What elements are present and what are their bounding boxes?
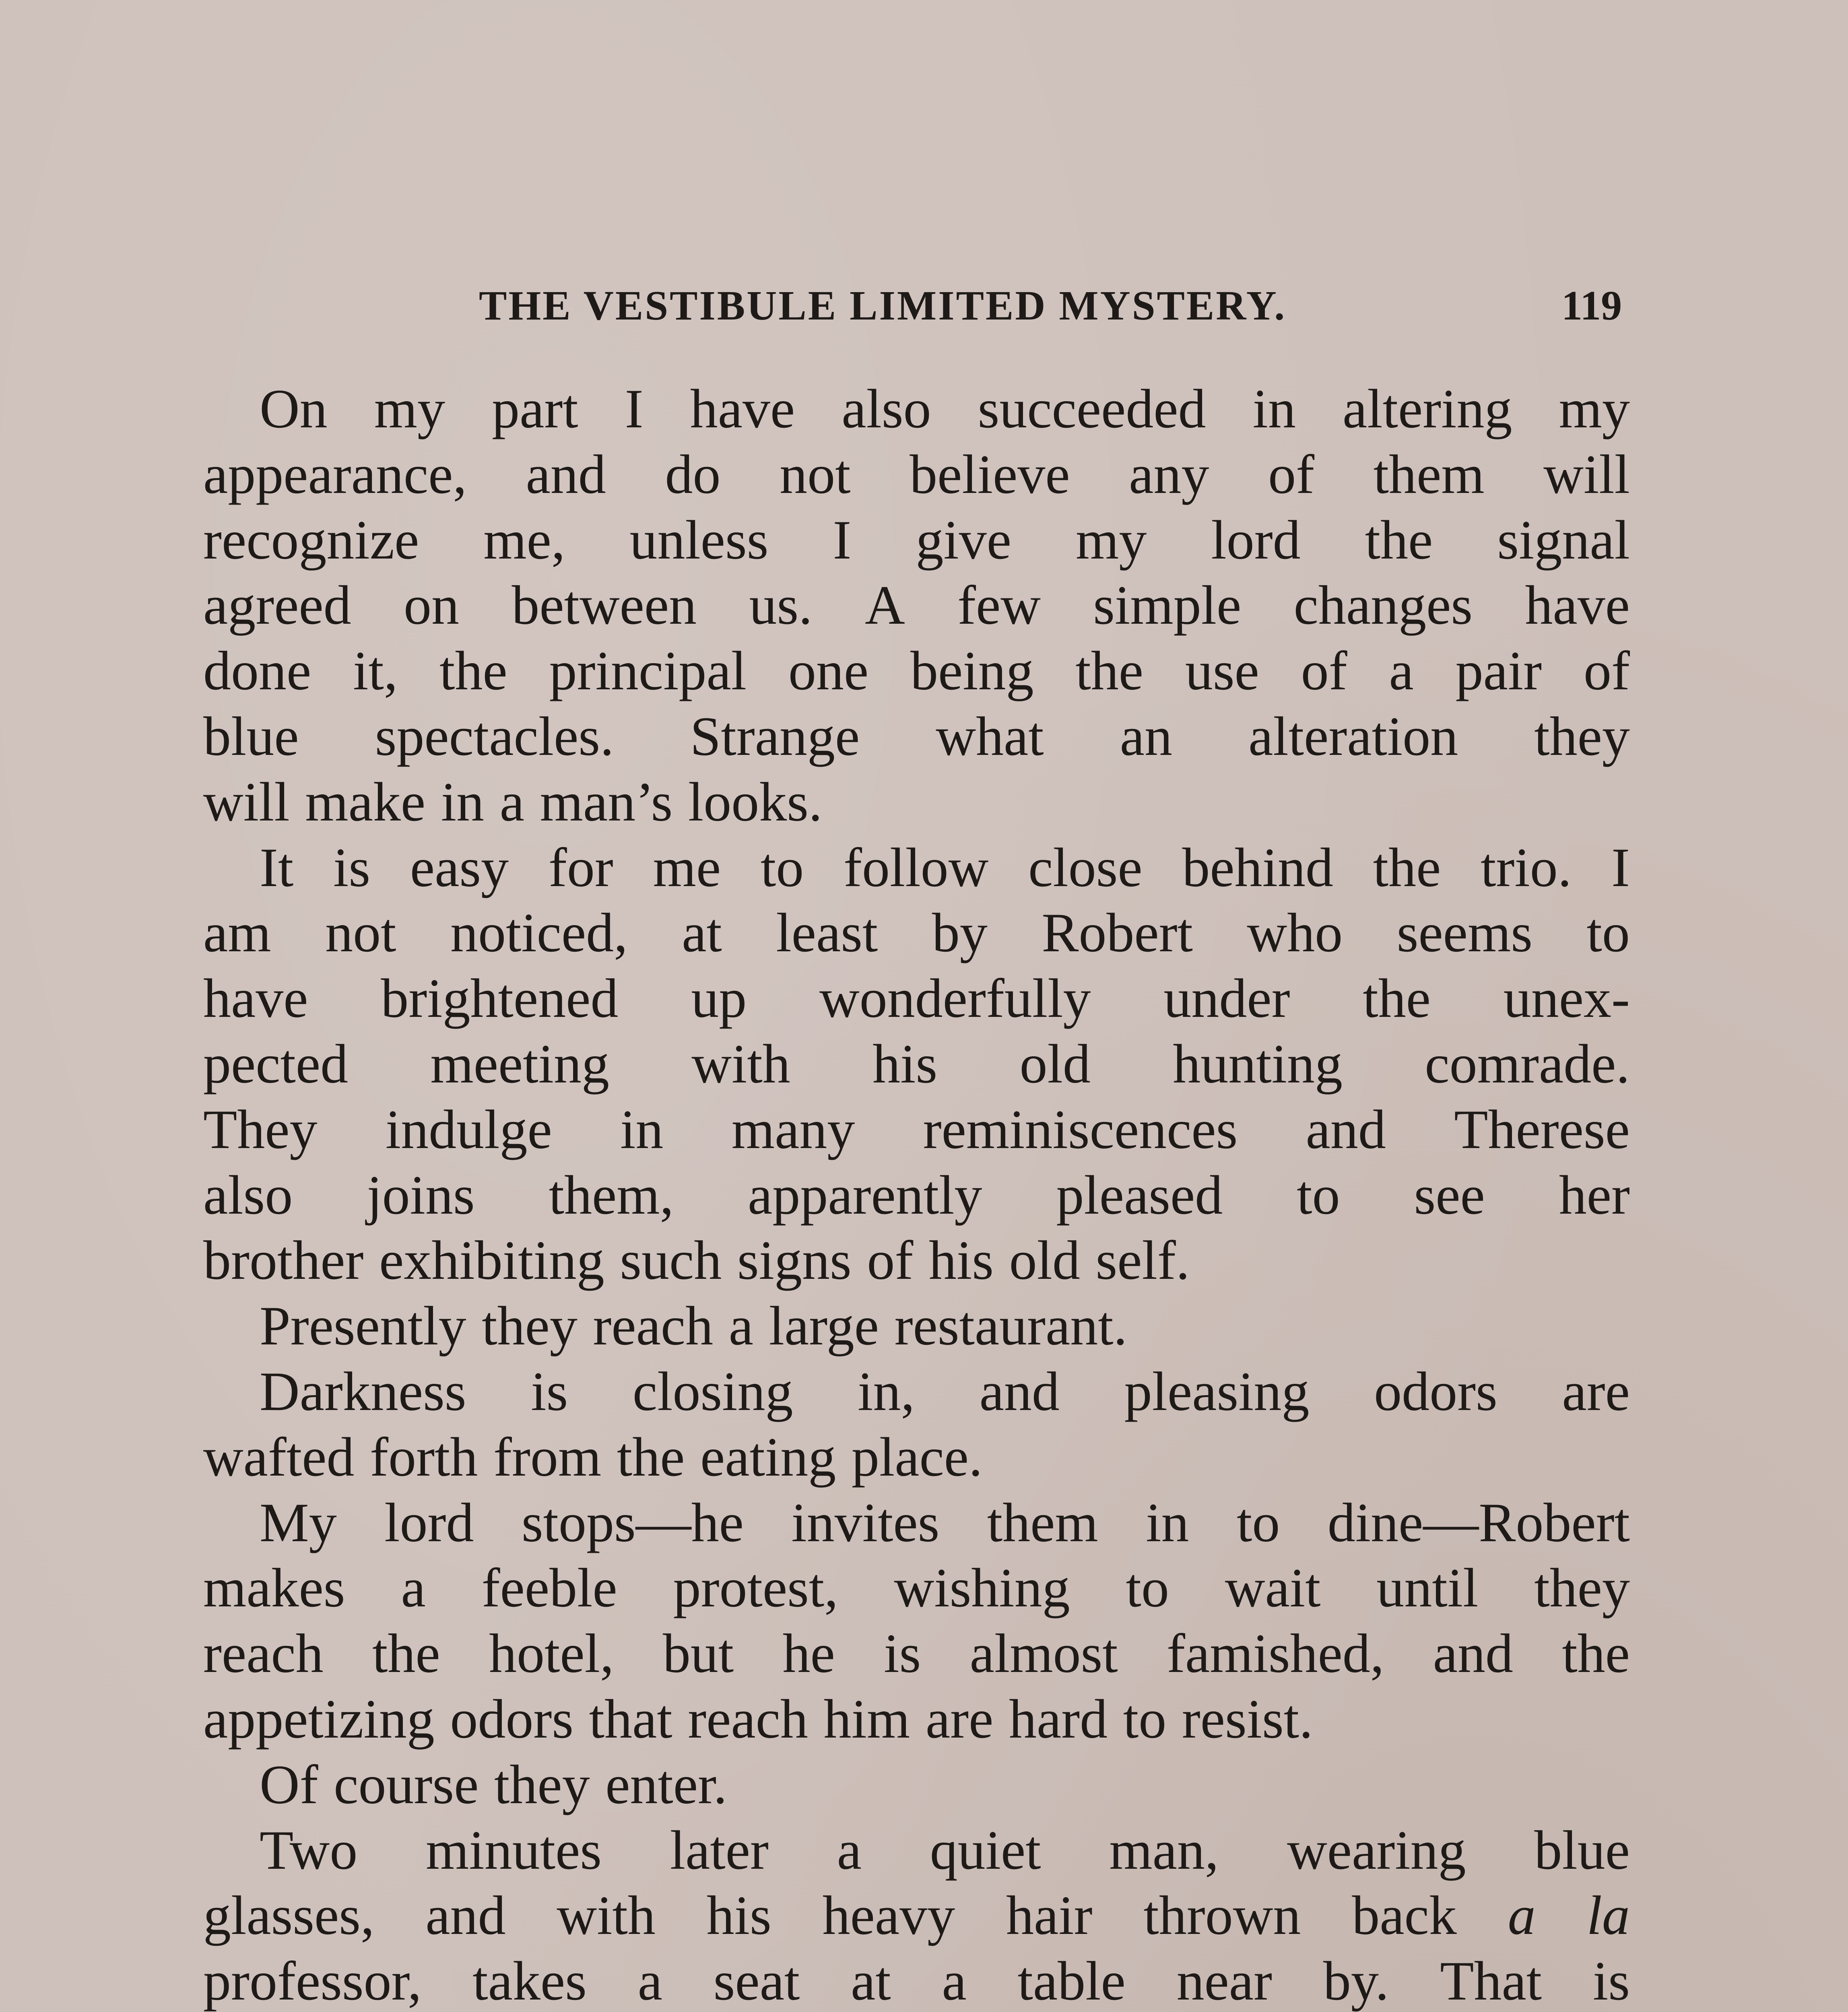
word: who: [1247, 902, 1343, 964]
word: in: [1146, 1491, 1189, 1553]
word: eating: [700, 1426, 836, 1488]
word: blue: [203, 705, 299, 767]
word: a: [728, 1295, 754, 1357]
text-line: [203, 835, 1630, 901]
word: done: [203, 640, 311, 702]
word: give: [916, 509, 1012, 571]
word: to: [1237, 1491, 1280, 1553]
word: simple: [1093, 574, 1242, 636]
word: odors: [1374, 1360, 1497, 1422]
text-line: [203, 1686, 1630, 1752]
word: wearing: [1287, 1819, 1466, 1881]
word: them: [1373, 443, 1485, 505]
word: will: [203, 771, 290, 833]
word: wafted: [203, 1426, 355, 1488]
word: hard: [1009, 1688, 1108, 1750]
word: is: [884, 1622, 921, 1684]
word: under: [1163, 967, 1290, 1029]
word: see: [1414, 1164, 1485, 1226]
word: heavy: [822, 1884, 955, 1946]
word: I: [625, 378, 644, 439]
word: pleased: [1056, 1164, 1223, 1226]
word: his: [872, 1033, 938, 1095]
word: reach: [688, 1688, 808, 1750]
word: odors: [450, 1688, 574, 1750]
word: me: [653, 836, 721, 898]
word: minutes: [426, 1819, 602, 1881]
word: behind: [1182, 836, 1333, 898]
word: comrade.: [1425, 1033, 1630, 1095]
word: Therese: [1454, 1098, 1630, 1160]
word: and: [979, 1360, 1060, 1422]
word: am: [203, 902, 271, 964]
word: pair: [1455, 640, 1542, 702]
word: changes: [1293, 574, 1473, 636]
word: not: [780, 443, 851, 505]
word: the: [1562, 1622, 1630, 1684]
word: close: [1028, 836, 1143, 898]
word: restaurant.: [894, 1295, 1128, 1357]
text-line: [203, 1490, 1630, 1556]
word: between: [512, 574, 697, 636]
word: the: [372, 1622, 440, 1684]
word: closing: [632, 1360, 793, 1422]
word: glasses,: [203, 1884, 375, 1946]
word: back: [1352, 1884, 1457, 1946]
word: in: [1252, 378, 1296, 439]
word: in: [620, 1098, 664, 1160]
word: unex-: [1503, 967, 1630, 1029]
word: her: [1559, 1164, 1630, 1226]
word: a: [637, 1950, 662, 2012]
word: in: [441, 771, 485, 833]
word: what: [936, 705, 1044, 767]
word: the: [1363, 967, 1431, 1029]
word: enter.: [605, 1753, 727, 1815]
word: brightened: [381, 967, 619, 1029]
word: my: [374, 378, 446, 439]
word: near: [1176, 1950, 1273, 2012]
word: reach: [203, 1622, 324, 1684]
word: by.: [1323, 1950, 1389, 2012]
word: protest,: [673, 1557, 838, 1619]
word: almost: [969, 1622, 1118, 1684]
word: stops—he: [521, 1491, 744, 1553]
text-line: [203, 966, 1630, 1031]
word: of: [1584, 640, 1630, 702]
word: him: [823, 1688, 910, 1750]
text-line: [203, 1424, 1630, 1490]
text-line: [203, 1555, 1630, 1621]
word: the: [1075, 640, 1144, 702]
word: Presently: [260, 1295, 466, 1357]
word: takes: [472, 1950, 587, 2012]
word: that: [589, 1688, 672, 1750]
word: they: [482, 1295, 578, 1357]
word: A: [865, 574, 905, 636]
word: That: [1440, 1950, 1542, 2012]
word: and: [526, 443, 606, 505]
word: a: [1508, 1884, 1536, 1946]
word: la: [1586, 1884, 1630, 1946]
word: least: [776, 902, 878, 964]
text-line: [203, 1883, 1630, 1948]
word: them,: [549, 1164, 674, 1226]
word: he: [782, 1622, 835, 1684]
word: with: [557, 1884, 656, 1946]
word: makes: [203, 1557, 345, 1619]
word: exhibiting: [379, 1229, 604, 1291]
word: I: [1611, 836, 1630, 898]
text-line: [203, 1163, 1630, 1228]
word: are: [925, 1688, 994, 1750]
word: hair: [1006, 1884, 1093, 1946]
word: principal: [549, 640, 747, 702]
word: to: [760, 836, 804, 898]
word: appearance,: [203, 443, 467, 505]
word: noticed,: [450, 902, 628, 964]
word: looks.: [688, 771, 823, 833]
word: make: [305, 771, 426, 833]
word: pleasing: [1124, 1360, 1310, 1422]
word: altering: [1343, 378, 1512, 439]
word: professor,: [203, 1950, 422, 2012]
word: easy: [410, 836, 509, 898]
word: us.: [749, 574, 813, 636]
text-line: [203, 573, 1630, 638]
text-line: [203, 1293, 1630, 1359]
word: a: [1389, 640, 1414, 702]
word: in,: [858, 1360, 915, 1422]
word: lord: [1211, 509, 1301, 571]
word: Strange: [690, 705, 860, 767]
word: wait: [1225, 1557, 1321, 1619]
word: me,: [483, 509, 565, 571]
word: agreed: [203, 574, 351, 636]
word: and: [1433, 1622, 1513, 1684]
word: self.: [1095, 1229, 1190, 1291]
word: such: [620, 1229, 722, 1291]
word: a: [401, 1557, 426, 1619]
word: table: [1017, 1950, 1126, 2012]
word: my: [1076, 509, 1147, 571]
word: invites: [791, 1491, 940, 1553]
text-line: [203, 442, 1630, 507]
word: Darkness: [260, 1360, 466, 1422]
text-line: [203, 1818, 1630, 1883]
text-line: [203, 1359, 1630, 1424]
word: being: [910, 640, 1034, 702]
word: It: [260, 836, 294, 898]
word: at: [851, 1950, 891, 2012]
word: one: [788, 640, 869, 702]
word: pected: [203, 1033, 349, 1095]
word: later: [670, 1819, 769, 1881]
text-line: [203, 900, 1630, 966]
word: a: [499, 771, 525, 833]
text-line: [203, 638, 1630, 704]
word: follow: [844, 836, 989, 898]
word: spectacles.: [375, 705, 614, 767]
word: They: [203, 1098, 318, 1160]
word: is: [1592, 1950, 1630, 2012]
word: many: [731, 1098, 855, 1160]
word: by: [932, 902, 988, 964]
word: believe: [910, 443, 1070, 505]
word: are: [1562, 1360, 1630, 1422]
word: My: [260, 1491, 337, 1553]
word: they: [1534, 1557, 1630, 1619]
word: signal: [1497, 509, 1630, 571]
word: wishing: [894, 1557, 1070, 1619]
word: part: [492, 378, 578, 439]
word: dine—Robert: [1327, 1491, 1630, 1553]
word: hunting: [1173, 1033, 1343, 1095]
word: of: [1268, 443, 1315, 505]
word: famished,: [1167, 1622, 1384, 1684]
word: the: [1365, 509, 1433, 571]
word: brother: [203, 1229, 364, 1291]
word: will: [1543, 443, 1630, 505]
text-line: [203, 507, 1630, 573]
word: Robert: [1042, 902, 1193, 964]
text-line: [203, 1948, 1630, 2012]
word: blue: [1534, 1819, 1630, 1881]
word: seat: [713, 1950, 800, 2012]
word: alteration: [1248, 705, 1458, 767]
text-line: [203, 769, 1630, 835]
word: appetizing: [203, 1688, 435, 1750]
word: the: [1373, 836, 1441, 898]
word: to: [1297, 1164, 1340, 1226]
word: to: [1126, 1557, 1169, 1619]
word: but: [662, 1622, 734, 1684]
word: man’s: [540, 771, 673, 833]
word: Of: [260, 1753, 318, 1815]
word: the: [617, 1426, 685, 1488]
word: to: [1123, 1688, 1167, 1750]
word: my: [1559, 378, 1630, 439]
word: forth: [370, 1426, 478, 1488]
word: any: [1129, 443, 1209, 505]
word: is: [333, 836, 371, 898]
word: place.: [851, 1426, 983, 1488]
word: until: [1376, 1557, 1479, 1619]
text-line: [203, 1031, 1630, 1097]
word: up: [691, 967, 747, 1029]
word: feeble: [481, 1557, 617, 1619]
word: hotel,: [489, 1622, 614, 1684]
word: apparently: [748, 1164, 982, 1226]
word: of: [867, 1229, 914, 1291]
word: the: [439, 640, 507, 702]
word: a: [942, 1950, 967, 2012]
word: quiet: [930, 1819, 1041, 1881]
word: not: [325, 902, 396, 964]
word: I: [833, 509, 852, 571]
word: have: [690, 378, 795, 439]
word: reach: [593, 1295, 714, 1357]
word: man,: [1109, 1819, 1219, 1881]
word: and: [1306, 1098, 1386, 1160]
word: have: [203, 967, 308, 1029]
word: is: [531, 1360, 568, 1422]
word: Two: [260, 1819, 358, 1881]
word: them: [987, 1491, 1098, 1553]
word: to: [1586, 902, 1630, 964]
word: signs: [737, 1229, 852, 1291]
text-line: [203, 1752, 1630, 1818]
word: at: [682, 902, 722, 964]
body-text: [203, 376, 1630, 2012]
word: do: [665, 443, 721, 505]
word: have: [1525, 574, 1630, 636]
word: use: [1185, 640, 1259, 702]
running-head: THE VESTIBULE LIMITED MYSTERY.: [479, 282, 1287, 329]
word: also: [842, 378, 931, 439]
word: wonderfully: [819, 967, 1091, 1029]
text-line: [203, 1228, 1630, 1293]
word: joins: [367, 1164, 475, 1226]
text-line: [203, 1621, 1630, 1686]
text-line: [203, 376, 1630, 442]
word: On: [260, 378, 328, 439]
word: they: [1534, 705, 1630, 767]
word: his: [706, 1884, 771, 1946]
word: old: [1009, 1229, 1080, 1291]
word: succeeded: [978, 378, 1206, 439]
word: on: [404, 574, 460, 636]
word: indulge: [385, 1098, 552, 1160]
word: resist.: [1182, 1688, 1313, 1750]
word: with: [691, 1033, 790, 1095]
text-line: [203, 704, 1630, 769]
text-line: [203, 1097, 1630, 1163]
page-number: 119: [1561, 282, 1622, 329]
word: of: [1301, 640, 1347, 702]
word: lord: [384, 1491, 474, 1553]
word: course: [334, 1753, 479, 1815]
word: his: [928, 1229, 994, 1291]
word: also: [203, 1164, 293, 1226]
word: reminiscences: [923, 1098, 1238, 1160]
word: it,: [353, 640, 398, 702]
word: old: [1019, 1033, 1091, 1095]
word: a: [837, 1819, 862, 1881]
word: they: [494, 1753, 590, 1815]
word: few: [957, 574, 1041, 636]
word: and: [425, 1884, 506, 1946]
word: seems: [1396, 902, 1533, 964]
word: meeting: [430, 1033, 610, 1095]
word: trio.: [1481, 836, 1572, 898]
word: from: [493, 1426, 602, 1488]
word: unless: [629, 509, 769, 571]
word: for: [548, 836, 613, 898]
word: large: [769, 1295, 879, 1357]
word: thrown: [1143, 1884, 1301, 1946]
word: an: [1120, 705, 1173, 767]
word: recognize: [203, 509, 419, 571]
